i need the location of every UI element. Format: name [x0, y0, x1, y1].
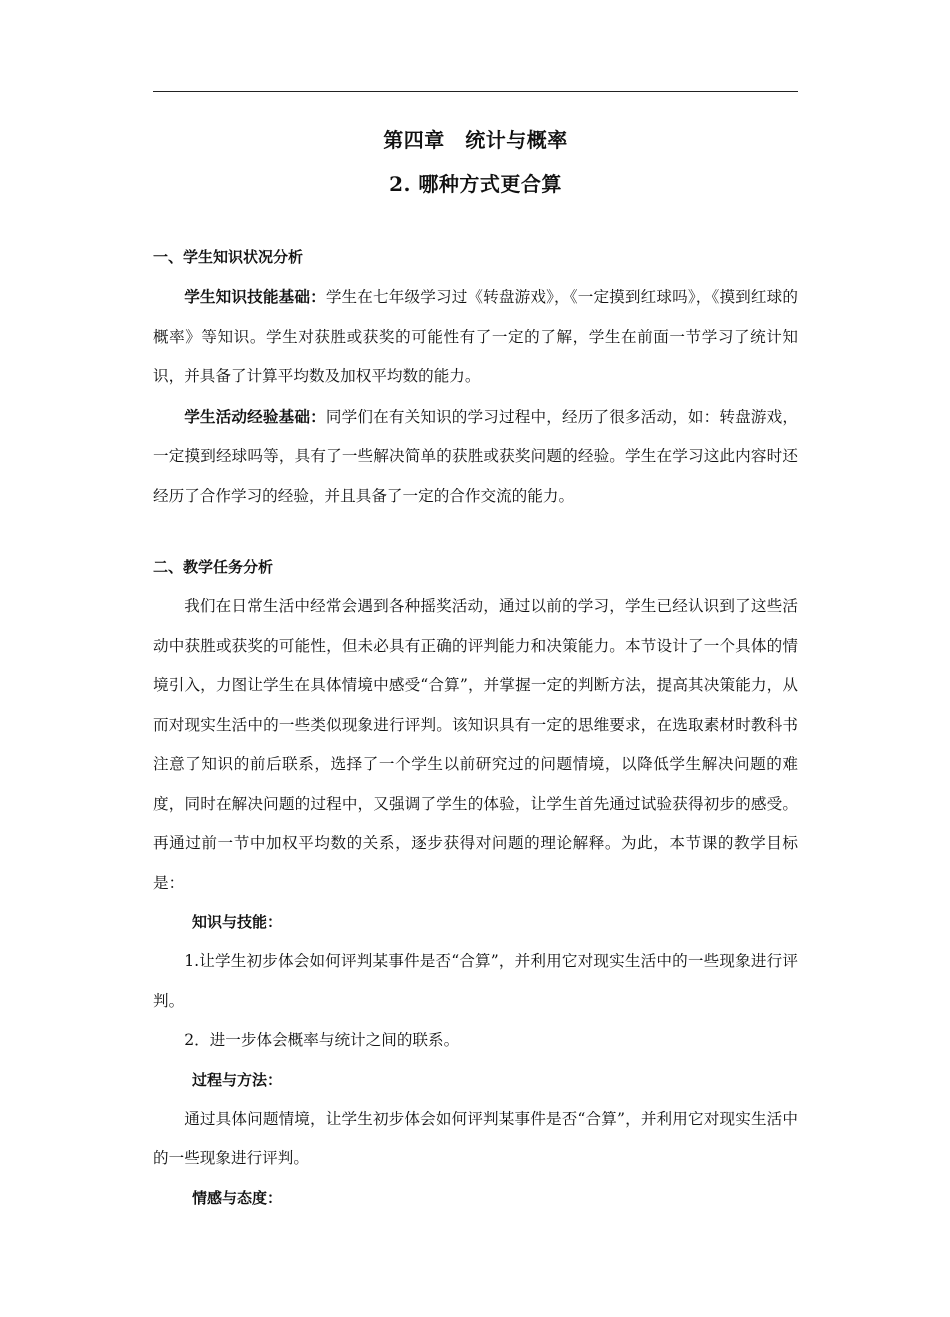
document-body	[153, 118, 798, 1218]
knowledge-item-1: 1.让学生初步体会如何评判某事件是否“合算”，并利用它对现实生活中的一些现象进行评判。	[153, 952, 798, 1010]
section2-heading: 二、教学任务分析	[153, 558, 274, 576]
header-rule	[153, 91, 798, 92]
process-methods-paragraph: 通过具体问题情境，让学生初步体会如何评判某事件是否“合算”，并利用它对现实生活中的一些现象进行评判。	[153, 1109, 798, 1167]
knowledge-skills-heading: 知识与技能：	[192, 913, 283, 931]
paragraph-text: 学生在七年级学习过《转盘游戏》，《一定摸到红球吗》，《摸到红球的概率》等知识。学生对获胜或获奖的可能性有了一定的了解，学生在前面一节学习了统计知识，并具备了计算平均数及加权平均数的能力。	[153, 288, 798, 385]
paragraph-lead: 学生活动经验基础：	[184, 406, 326, 426]
section1-heading: 一、学生知识状况分析	[153, 248, 304, 266]
section-gap	[153, 516, 798, 548]
knowledge-item-2: 2．进一步体会概率与统计之间的联系。	[184, 1031, 460, 1049]
chapter-title: 第四章 统计与概率	[383, 128, 568, 152]
section1-paragraph-1	[153, 277, 798, 397]
lesson-title: 2. 哪种方式更合算	[389, 172, 562, 196]
paragraph-lead: 学生知识技能基础：	[184, 287, 326, 306]
section1-paragraph-2	[153, 397, 798, 517]
paragraph-text: 同学们在有关知识的学习过程中，经历了很多活动，如：转盘游戏，一定摸到经球吗等，具有了一些解决简单的获胜或获奖问题的经验。学生在学习这此内容时还经历了合作学习的经验，并且具备了一定的合作交流的能力。	[153, 407, 798, 505]
emotion-attitude-heading: 情感与态度：	[192, 1188, 283, 1207]
process-methods-heading: 过程与方法：	[192, 1070, 283, 1089]
section2-intro-paragraph: 我们在日常生活中经常会遇到各种摇奖活动，通过以前的学习，学生已经认识到了这些活动中获胜或获奖的可能性，但未必具有正确的评判能力和决策能力。本节设计了一个具体的情境引入，力图让学生在具体情境中感受“合算”，并掌握一定的判断方法，提高其决策能力，从而对现实生活中的一些类似现象进行评判。该知识具有一定的思维要求，在选取素材时教科书注意了知识的前后联系，选择了一个学生以前研究过的问题情境，以降低学生解决问题的难度，同时在解决问题的过程中，又强调了学生的体验，让学生首先通过试验获得初步的感受。再通过前一节中加权平均数的关系，逐步获得对问题的理论解释。为此，本节课的教学目标是：	[153, 597, 798, 892]
